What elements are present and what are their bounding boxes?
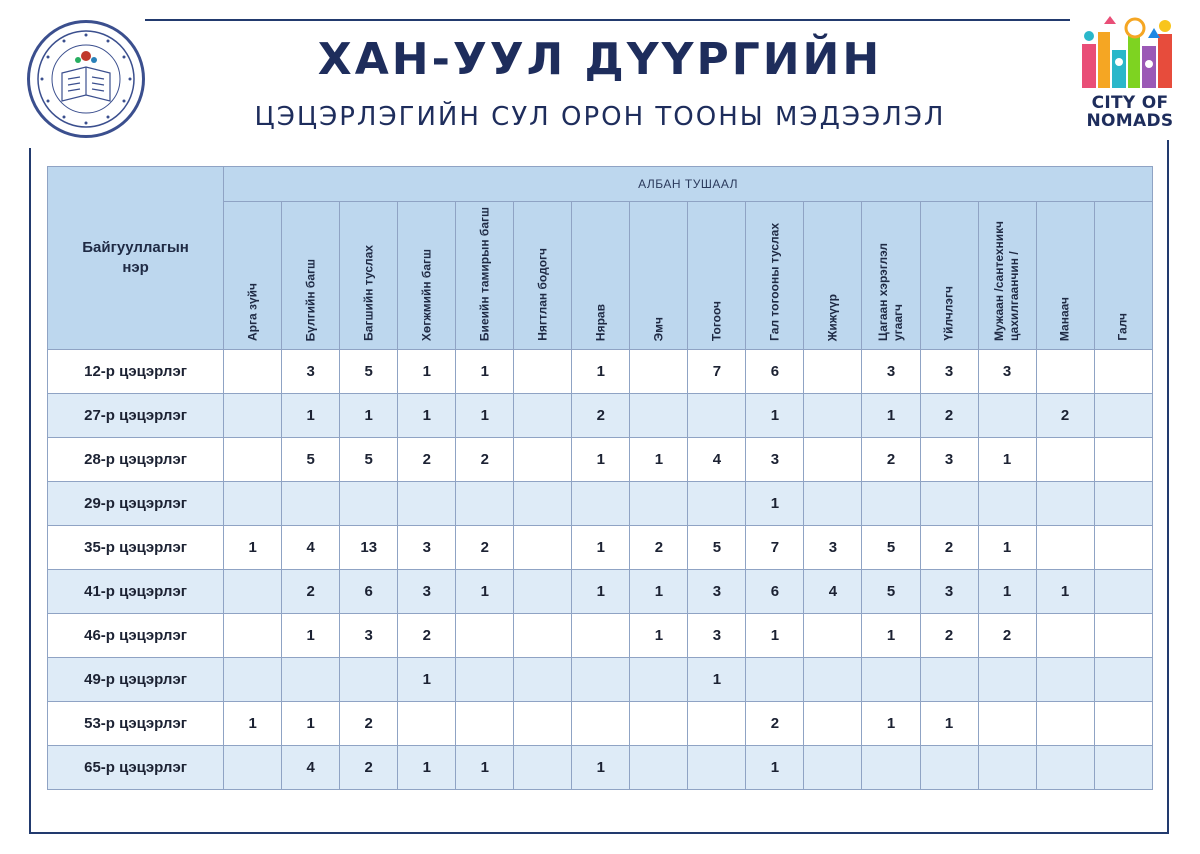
organization-name-cell: 65-р цэцэрлэг [48,746,224,790]
column-header [514,202,572,350]
column-header-label: Цагаан хэрэглэл угаагч [876,242,905,341]
vacancy-count-cell: 1 [688,658,746,702]
city-of-nomads-logo [1078,14,1182,94]
table-row [48,394,1153,438]
vacancy-count-cell: 2 [978,614,1036,658]
vacancy-count-cell: 3 [340,614,398,658]
column-header-label: Манаач [1057,296,1072,341]
column-header-label: Бүлгийн багш [303,258,318,341]
column-header [804,202,862,350]
column-header [630,202,688,350]
vacancy-count-cell [804,658,862,702]
column-header-label: Гал тогооны туслах [767,223,782,341]
column-header [456,202,514,350]
vacancy-count-cell: 1 [746,394,804,438]
column-header-label: Үйлчлэгч [941,286,956,341]
vacancy-count-cell: 1 [572,746,630,790]
vacancy-count-cell [1036,526,1094,570]
vacancy-count-cell [514,526,572,570]
vacancy-count-cell [630,394,688,438]
frame-bottom-rule [29,832,1169,834]
vacancy-count-cell: 1 [456,350,514,394]
table-row [48,746,1153,790]
column-header [746,202,804,350]
vacancy-count-cell [224,658,282,702]
vacancy-count-cell: 3 [978,350,1036,394]
vacancy-count-cell [978,394,1036,438]
vacancy-count-cell: 2 [630,526,688,570]
vacancy-count-cell: 1 [1036,570,1094,614]
vacancy-count-cell [862,482,920,526]
vacancy-count-cell: 3 [862,350,920,394]
vacancy-count-cell [978,658,1036,702]
organization-name-cell: 28-р цэцэрлэг [48,438,224,482]
vacancy-count-cell [804,482,862,526]
vacancy-count-cell: 1 [456,394,514,438]
organization-name-cell: 12-р цэцэрлэг [48,350,224,394]
column-header [572,202,630,350]
vacancy-count-cell [1094,614,1152,658]
vacancy-count-cell [514,702,572,746]
vacancy-count-cell: 3 [920,570,978,614]
vacancy-count-cell: 1 [456,570,514,614]
table-row [48,702,1153,746]
frame-top-rule [145,19,1070,21]
column-header [282,202,340,350]
vacancy-count-cell [862,658,920,702]
vacancy-count-cell: 3 [398,570,456,614]
vacancy-count-cell: 1 [224,702,282,746]
vacancy-count-cell [224,746,282,790]
vacancy-count-cell: 2 [340,702,398,746]
vacancy-count-cell [398,702,456,746]
vacancy-count-cell: 1 [282,394,340,438]
vacancy-count-cell [1036,746,1094,790]
vacancy-count-cell [630,482,688,526]
vacancy-count-cell: 3 [746,438,804,482]
vacancy-count-cell: 2 [746,702,804,746]
table-row [48,482,1153,526]
vacancy-count-cell [514,438,572,482]
frame-right-rule [1167,140,1169,834]
vacancy-count-cell [804,438,862,482]
vacancy-count-cell: 2 [456,526,514,570]
vacancy-count-cell [514,746,572,790]
city-of-nomads-emblem-icon [1078,14,1182,94]
vacancy-count-cell: 1 [862,394,920,438]
vacancy-count-cell [1036,438,1094,482]
vacancy-count-cell [456,614,514,658]
vacancy-count-cell [1094,746,1152,790]
vacancy-count-cell: 1 [978,570,1036,614]
education-department-seal [27,20,145,138]
vacancy-table [47,166,1153,790]
vacancy-count-cell [340,482,398,526]
vacancy-count-cell [804,702,862,746]
vacancy-count-cell [978,702,1036,746]
vacancy-count-cell: 13 [340,526,398,570]
table-row [48,350,1153,394]
vacancy-count-cell [1036,658,1094,702]
vacancy-count-cell [1036,614,1094,658]
organization-name-cell: 35-р цэцэрлэг [48,526,224,570]
column-header-label: Арга зүйч [245,283,260,341]
vacancy-count-cell: 2 [282,570,340,614]
organization-name-cell: 27-р цэцэрлэг [48,394,224,438]
vacancy-count-cell: 1 [572,438,630,482]
vacancy-count-cell: 1 [862,702,920,746]
column-header-label: Хөгжмийн багш [419,248,434,341]
column-header [224,202,282,350]
vacancy-count-cell [630,658,688,702]
table-row [48,526,1153,570]
vacancy-count-cell [224,438,282,482]
vacancy-count-cell [456,702,514,746]
vacancy-count-cell: 5 [862,570,920,614]
table-row [48,438,1153,482]
vacancy-count-cell: 1 [224,526,282,570]
column-header-label: Нягтлан бодогч [535,248,550,341]
column-header-label: Нярав [593,303,608,341]
vacancy-count-cell [1036,350,1094,394]
vacancy-count-cell [688,702,746,746]
vacancy-count-cell [514,350,572,394]
vacancy-count-cell [514,658,572,702]
vacancy-count-cell [572,614,630,658]
vacancy-count-cell: 5 [340,350,398,394]
vacancy-count-cell [630,702,688,746]
vacancy-count-cell: 2 [340,746,398,790]
vacancy-count-cell [862,746,920,790]
vacancy-count-cell [920,658,978,702]
vacancy-count-cell [572,658,630,702]
vacancy-count-cell: 1 [746,746,804,790]
vacancy-count-cell [1094,350,1152,394]
vacancy-count-cell: 1 [572,350,630,394]
vacancy-count-cell: 1 [398,746,456,790]
vacancy-count-cell: 4 [804,570,862,614]
vacancy-count-cell [224,350,282,394]
column-header-label: Мужаан /сантехникч цахилгаанчин / [992,221,1022,341]
vacancy-count-cell: 1 [398,658,456,702]
vacancy-count-cell [688,394,746,438]
vacancy-count-cell: 2 [920,526,978,570]
vacancy-count-cell: 2 [920,614,978,658]
vacancy-count-cell: 2 [862,438,920,482]
column-header [920,202,978,350]
frame-left-rule [29,148,31,834]
organization-name-header: Байгууллагын нэр [48,167,224,350]
logo-line-1: CITY OF [1091,93,1169,113]
vacancy-count-cell [688,746,746,790]
vacancy-count-cell [1094,438,1152,482]
vacancy-count-cell: 1 [630,570,688,614]
vacancy-count-cell: 1 [978,438,1036,482]
vacancy-count-cell: 6 [746,350,804,394]
organization-name-cell: 41-р цэцэрлэг [48,570,224,614]
vacancy-count-cell [282,658,340,702]
column-header [862,202,920,350]
vacancy-count-cell [1094,658,1152,702]
vacancy-count-cell [572,482,630,526]
column-header-label: Эмч [651,316,666,341]
column-header [398,202,456,350]
vacancy-count-cell [978,746,1036,790]
vacancy-count-cell [514,614,572,658]
organization-name-cell: 29-р цэцэрлэг [48,482,224,526]
vacancy-count-cell [1094,394,1152,438]
vacancy-count-cell [1036,482,1094,526]
vacancy-count-cell: 3 [804,526,862,570]
vacancy-count-cell: 3 [920,438,978,482]
vacancy-count-cell: 4 [282,526,340,570]
column-header-label: Жижүүр [825,293,840,341]
vacancy-count-cell: 2 [920,394,978,438]
vacancy-count-cell [804,746,862,790]
vacancy-count-cell: 2 [398,438,456,482]
vacancy-count-cell: 7 [746,526,804,570]
vacancy-count-cell [514,570,572,614]
logo-line-2: NOMADS [1086,111,1174,131]
vacancy-count-cell: 1 [456,746,514,790]
vacancy-count-cell [224,570,282,614]
vacancy-count-cell: 4 [688,438,746,482]
vacancy-count-cell: 1 [630,438,688,482]
vacancy-count-cell: 6 [746,570,804,614]
vacancy-count-cell: 5 [282,438,340,482]
vacancy-count-cell [630,746,688,790]
vacancy-count-cell [978,482,1036,526]
vacancy-count-cell: 4 [282,746,340,790]
vacancy-count-cell: 2 [1036,394,1094,438]
seal-emblem-icon [30,23,142,135]
vacancy-count-cell [398,482,456,526]
vacancy-count-cell [456,658,514,702]
vacancy-count-cell: 1 [630,614,688,658]
vacancy-count-cell [514,482,572,526]
vacancy-count-cell: 3 [398,526,456,570]
vacancy-count-cell [514,394,572,438]
position-group-header: АЛБАН ТУШААЛ [224,167,1153,202]
column-header-label: Тогооч [709,300,724,341]
vacancy-count-cell: 3 [920,350,978,394]
vacancy-count-cell: 1 [340,394,398,438]
column-header [978,202,1036,350]
vacancy-count-cell [224,482,282,526]
vacancy-count-cell: 1 [572,526,630,570]
city-of-nomads-wordmark [1072,94,1188,130]
vacancy-count-cell [630,350,688,394]
vacancy-count-cell: 1 [282,614,340,658]
column-header [340,202,398,350]
vacancy-count-cell [1094,482,1152,526]
vacancy-count-cell [572,702,630,746]
column-header-label: Галч [1115,313,1130,341]
vacancy-count-cell [1036,702,1094,746]
vacancy-count-cell [804,394,862,438]
column-header [1094,202,1152,350]
vacancy-count-cell: 1 [920,702,978,746]
vacancy-count-cell [746,658,804,702]
column-header-label: Биеийн тамирын багш [477,206,492,341]
vacancy-count-cell [282,482,340,526]
table-row [48,658,1153,702]
vacancy-count-cell: 2 [572,394,630,438]
table-row [48,570,1153,614]
vacancy-count-cell [688,482,746,526]
vacancy-count-cell: 1 [862,614,920,658]
vacancy-count-cell: 5 [340,438,398,482]
page-subtitle: ЦЭЦЭРЛЭГИЙН СУЛ ОРОН ТООНЫ МЭДЭЭЛЭЛ [254,102,946,132]
column-header [1036,202,1094,350]
vacancy-count-cell: 1 [978,526,1036,570]
vacancy-count-cell: 3 [688,570,746,614]
vacancy-count-cell [1094,702,1152,746]
vacancy-count-cell: 1 [398,394,456,438]
vacancy-count-cell: 3 [282,350,340,394]
column-header [688,202,746,350]
organization-name-cell: 49-р цэцэрлэг [48,658,224,702]
vacancy-count-cell: 1 [572,570,630,614]
vacancy-count-cell [804,350,862,394]
vacancy-count-cell: 5 [688,526,746,570]
vacancy-count-cell [456,482,514,526]
page-title: ХАН-УУЛ ДҮҮРГИЙН [317,34,883,85]
vacancy-count-cell [340,658,398,702]
vacancy-count-cell: 1 [282,702,340,746]
vacancy-count-cell [1094,570,1152,614]
vacancy-count-cell [920,482,978,526]
column-header-label: Багшийн туслах [361,245,376,341]
vacancy-count-cell: 1 [746,614,804,658]
vacancy-count-cell [224,614,282,658]
vacancy-count-cell: 2 [398,614,456,658]
vacancy-count-cell: 1 [746,482,804,526]
organization-name-cell: 46-р цэцэрлэг [48,614,224,658]
vacancy-count-cell [1094,526,1152,570]
organization-name-cell: 53-р цэцэрлэг [48,702,224,746]
vacancy-count-cell: 7 [688,350,746,394]
vacancy-count-cell [804,614,862,658]
table-row [48,614,1153,658]
vacancy-count-cell: 5 [862,526,920,570]
vacancy-count-cell [920,746,978,790]
vacancy-count-cell [224,394,282,438]
vacancy-count-cell: 1 [398,350,456,394]
vacancy-count-cell: 6 [340,570,398,614]
vacancy-count-cell: 3 [688,614,746,658]
vacancy-count-cell: 2 [456,438,514,482]
